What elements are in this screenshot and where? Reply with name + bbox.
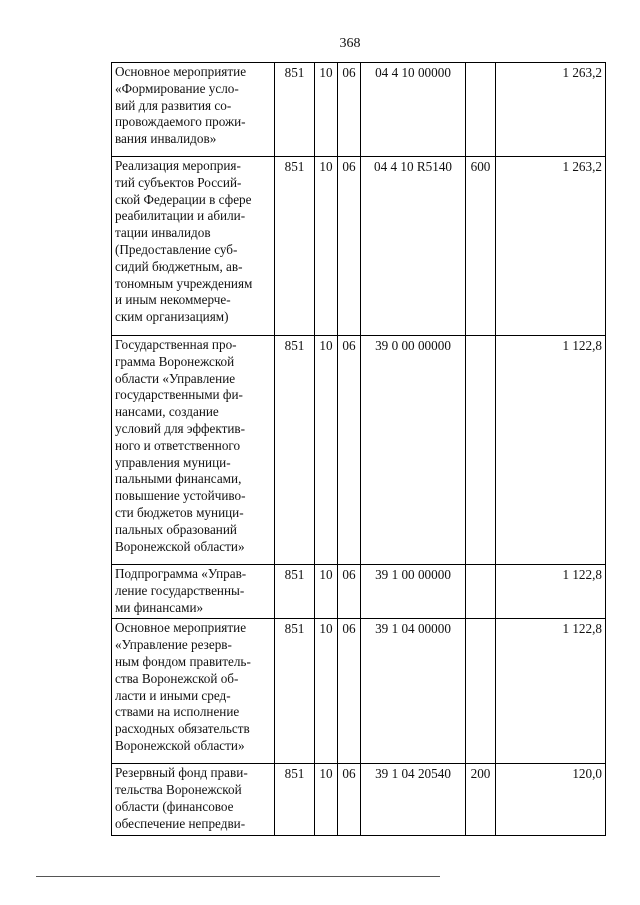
target-article-cell: 39 1 04 00000: [361, 619, 466, 764]
table-row: [112, 63, 606, 157]
row-name-cell: [112, 764, 275, 835]
row-name-line: обеспечение непредви-: [115, 815, 246, 831]
bottom-rule: [36, 876, 440, 877]
table-row: [112, 157, 606, 336]
row-name-line: расходных обязательств: [115, 721, 250, 737]
target-article-cell: 39 1 00 00000: [361, 565, 466, 619]
row-name-line: вий для развития со-: [115, 97, 232, 113]
table-body: [112, 63, 606, 836]
row-name-line: ным фондом правитель-: [115, 653, 251, 669]
row-name-line: ским организациям): [115, 309, 229, 325]
row-name-line: Воронежской области»: [115, 538, 245, 554]
subsection-cell: 06: [338, 157, 361, 336]
row-name-cell: [112, 157, 275, 336]
grbs-cell: 851: [275, 157, 315, 336]
section-cell: 10: [315, 565, 338, 619]
section-cell: 10: [315, 619, 338, 764]
row-name-line: ласти и иными сред-: [115, 687, 231, 703]
row-name-cell: [112, 565, 275, 619]
row-name-line: «Формирование усло-: [115, 80, 239, 96]
row-name-line: области «Управление: [115, 370, 236, 386]
row-name-line: тономным учреждениям: [115, 275, 253, 291]
row-name-line: управления муници-: [115, 454, 231, 470]
row-name-line: грамма Воронежской: [115, 353, 235, 369]
expense-type-cell: [466, 565, 496, 619]
expense-type-cell: [466, 63, 496, 157]
row-name-line: тельства Воронежской: [115, 782, 242, 798]
budget-table: [111, 62, 606, 836]
row-name-line: Основное мероприятие: [115, 620, 247, 636]
row-name-line: условий для эффектив-: [115, 420, 246, 436]
row-name-cell: [112, 63, 275, 157]
row-name-line: «Управление резерв-: [115, 637, 232, 653]
row-name-line: нансами, создание: [115, 404, 219, 420]
row-name-line: тации инвалидов: [115, 225, 211, 241]
amount-cell: 1 122,8: [496, 619, 606, 764]
grbs-cell: 851: [275, 619, 315, 764]
row-name-line: Реализация мероприя-: [115, 158, 241, 173]
table-row: [112, 764, 606, 835]
target-article-cell: 39 0 00 00000: [361, 336, 466, 565]
row-name-line: области (финансовое: [115, 798, 234, 814]
row-name-line: (Предоставление суб-: [115, 241, 238, 257]
row-name-line: ление государственны-: [115, 582, 245, 598]
amount-cell: 120,0: [496, 764, 606, 835]
row-name-line: сти бюджетов муници-: [115, 504, 244, 520]
row-name-cell: [112, 619, 275, 764]
page-number: 368: [339, 36, 361, 51]
subsection-cell: 06: [338, 336, 361, 565]
row-name-line: тий субъектов Россий-: [115, 174, 242, 190]
grbs-cell: 851: [275, 565, 315, 619]
expense-type-cell: [466, 336, 496, 565]
subsection-cell: 06: [338, 764, 361, 835]
row-name-line: Воронежской области»: [115, 737, 245, 753]
table-row: [112, 565, 606, 619]
section-cell: 10: [315, 336, 338, 565]
row-name-line: ми финансами»: [115, 599, 204, 615]
row-name-line: вания инвалидов»: [115, 131, 217, 147]
expense-type-cell: 200: [466, 764, 496, 835]
section-cell: 10: [315, 764, 338, 835]
row-name-line: Подпрограмма «Управ-: [115, 566, 247, 581]
row-name-line: и иным некоммерче-: [115, 292, 231, 308]
section-cell: 10: [315, 63, 338, 157]
expense-type-cell: [466, 619, 496, 764]
row-name-line: ного и ответственного: [115, 437, 241, 453]
section-cell: 10: [315, 157, 338, 336]
row-name-line: провождаемого прожи-: [115, 114, 246, 130]
target-article-cell: 04 4 10 00000: [361, 63, 466, 157]
row-name-line: сидий бюджетным, ав-: [115, 258, 243, 274]
target-article-cell: 04 4 10 R5140: [361, 157, 466, 336]
grbs-cell: 851: [275, 764, 315, 835]
row-name-line: ствами на исполнение: [115, 704, 240, 720]
amount-cell: 1 122,8: [496, 565, 606, 619]
row-name-line: ства Воронежской об-: [115, 670, 239, 686]
target-article-cell: 39 1 04 20540: [361, 764, 466, 835]
row-name-line: ской Федерации в сфере: [115, 191, 252, 207]
row-name-line: пальных образований: [115, 521, 237, 537]
amount-cell: 1 263,2: [496, 63, 606, 157]
grbs-cell: 851: [275, 336, 315, 565]
subsection-cell: 06: [338, 63, 361, 157]
row-name-line: Государственная про-: [115, 337, 237, 352]
expense-type-cell: 600: [466, 157, 496, 336]
table-row: [112, 336, 606, 565]
row-name-line: реабилитации и абили-: [115, 208, 246, 224]
row-name-line: пальными финансами,: [115, 471, 242, 487]
subsection-cell: 06: [338, 619, 361, 764]
subsection-cell: 06: [338, 565, 361, 619]
grbs-cell: 851: [275, 63, 315, 157]
row-name-line: Резервный фонд прави-: [115, 765, 248, 781]
amount-cell: 1 263,2: [496, 157, 606, 336]
table-row: [112, 619, 606, 764]
row-name-cell: [112, 336, 275, 565]
row-name-line: повышение устойчиво-: [115, 488, 246, 504]
amount-cell: 1 122,8: [496, 336, 606, 565]
row-name-line: Основное мероприятие: [115, 64, 247, 79]
row-name-line: государственными фи-: [115, 387, 243, 403]
